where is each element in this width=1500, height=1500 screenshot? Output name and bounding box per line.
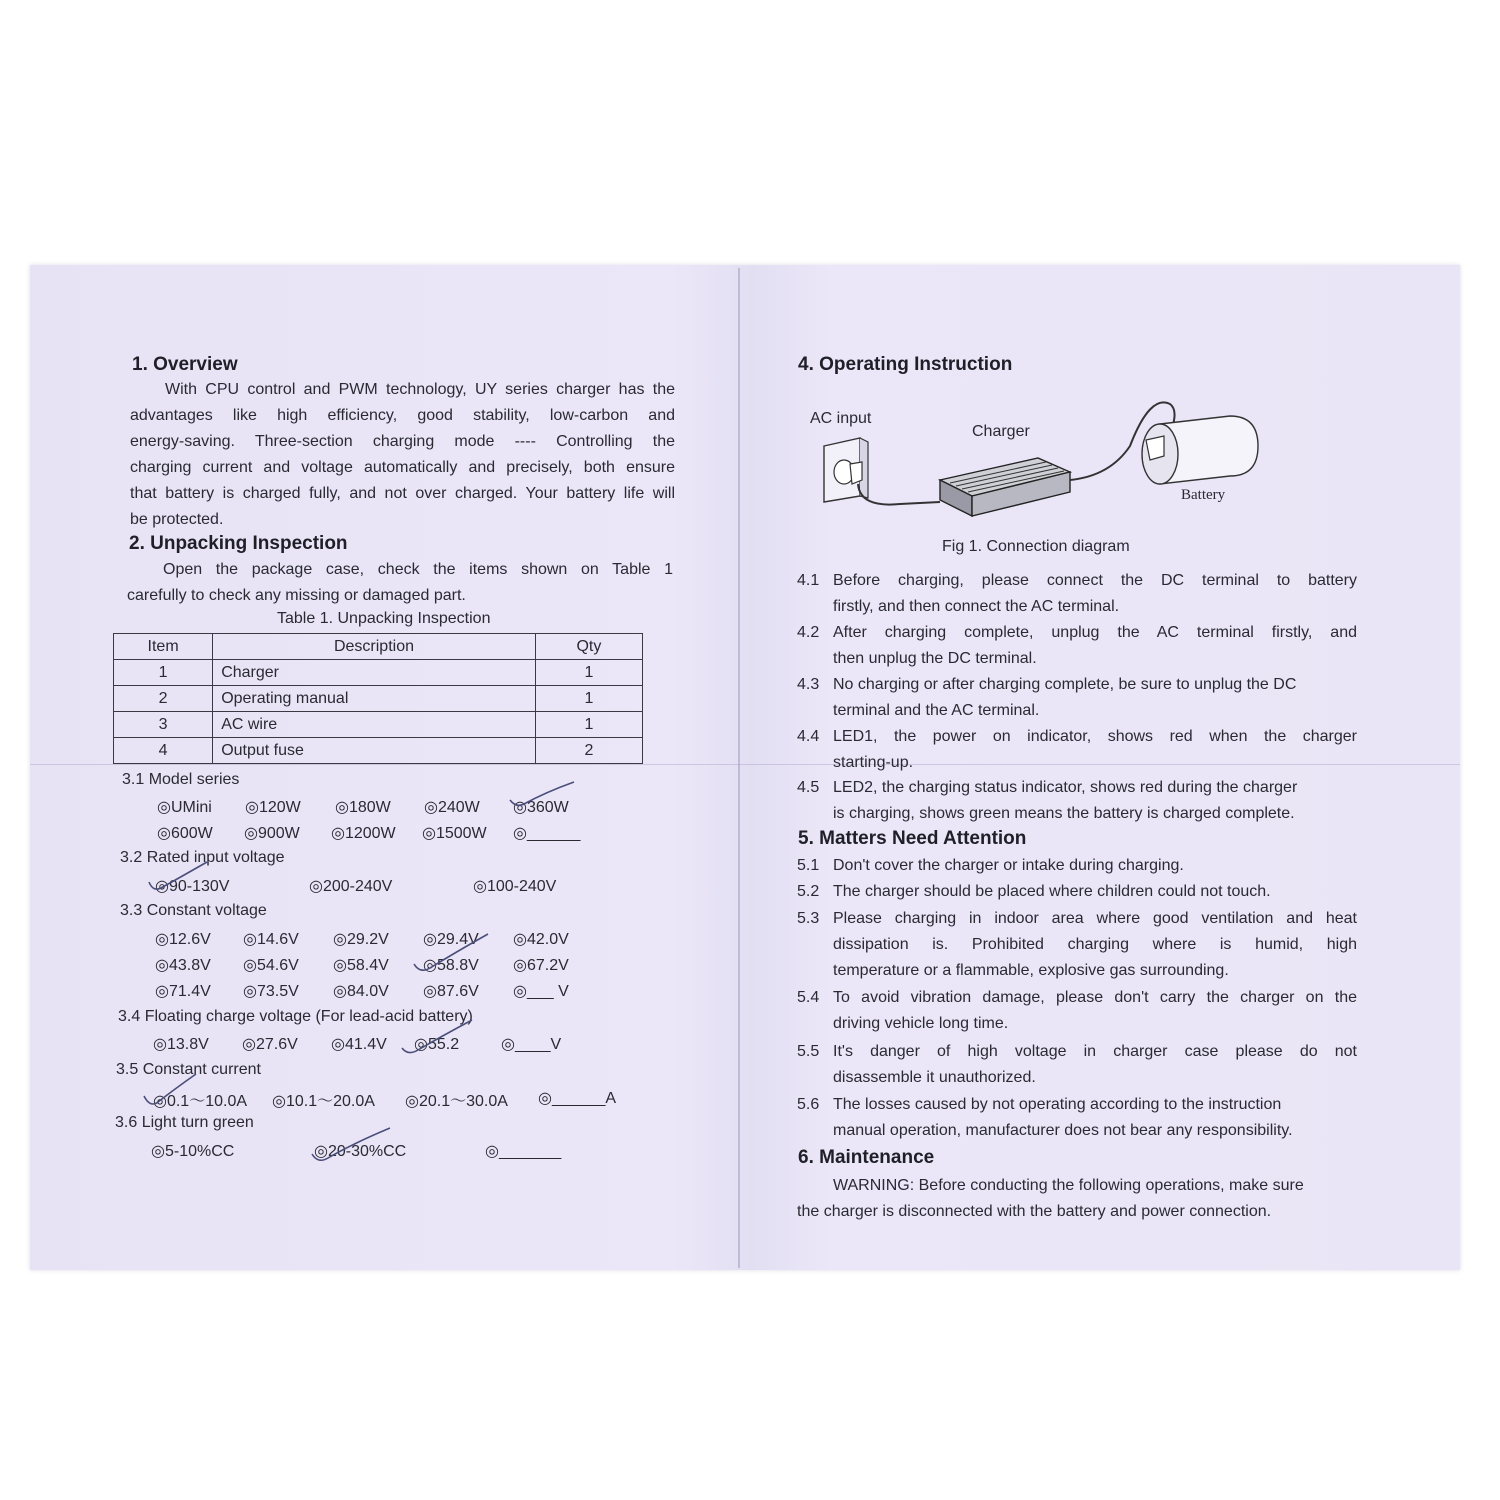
unpacking-heading: 2. Unpacking Inspection <box>129 533 348 554</box>
option-checkbox[interactable]: ◎90-130V <box>155 878 230 895</box>
connection-diagram <box>800 380 1280 530</box>
option-checkbox[interactable]: ◎UMini <box>157 799 212 816</box>
unpacking-line: Open the package case, check the items shown on Table 1 <box>163 561 673 578</box>
table-cell: 2 <box>535 738 642 764</box>
option-checkbox[interactable]: ◎12.6V <box>155 931 211 948</box>
item-line: driving vehicle long time. <box>833 1015 1009 1032</box>
operating-heading: 4. Operating Instruction <box>798 354 1013 375</box>
option-checkbox[interactable]: ◎41.4V <box>331 1036 387 1053</box>
battery-label: Battery <box>1181 487 1226 503</box>
table-cell: AC wire <box>213 712 536 738</box>
table-header: Description <box>213 634 536 660</box>
instruction-item <box>797 568 1357 620</box>
option-checkbox[interactable]: ◎29.2V <box>333 931 389 948</box>
option-checkbox[interactable]: ◎71.4V <box>155 983 211 1000</box>
overview-line: With CPU control and PWM technology, UY series charger has the <box>165 381 675 398</box>
option-checkbox[interactable]: ◎29.4V <box>423 931 479 948</box>
check-mark-icon <box>308 1124 398 1168</box>
item-number: 4.4 <box>797 728 820 745</box>
item-line: Don't cover the charger or intake during charging. <box>833 857 1184 874</box>
attention-item <box>797 1039 1357 1091</box>
table-cell: 1 <box>114 660 213 686</box>
check-mark-icon <box>145 860 225 896</box>
option-checkbox[interactable]: ◎0.1～10.0A <box>153 1093 248 1110</box>
item-number: 5.4 <box>797 989 820 1006</box>
option-checkbox[interactable]: ◎180W <box>335 799 391 816</box>
attention-item <box>797 1092 1367 1144</box>
option-checkbox[interactable]: ◎900W <box>244 825 300 842</box>
floating-voltage-label: 3.4 Floating charge voltage (For lead-acid battery) <box>118 1008 473 1025</box>
option-checkbox[interactable]: ◎54.6V <box>243 957 299 974</box>
battery-icon <box>1142 416 1258 484</box>
item-line: dissipation is. Prohibited charging where is humid, high <box>833 936 1357 953</box>
option-checkbox[interactable]: ◎20.1～30.0A <box>405 1093 508 1110</box>
option-checkbox[interactable]: ◎58.8V <box>423 957 479 974</box>
table-header: Item <box>114 634 213 660</box>
option-blank[interactable]: ◎______A <box>538 1090 617 1107</box>
unpacking-line: carefully to check any missing or damaged part. <box>127 587 466 604</box>
item-line: temperature or a flammable, explosive gas surrounding. <box>833 962 1229 979</box>
option-checkbox[interactable]: ◎200-240V <box>309 878 393 895</box>
table-cell: 2 <box>114 686 213 712</box>
attention-item <box>797 985 1357 1037</box>
table-cell: 4 <box>114 738 213 764</box>
overview-heading: 1. Overview <box>132 354 238 375</box>
maintenance-line: WARNING: Before conducting the following operations, make sure <box>833 1177 1304 1194</box>
unpacking-paragraph <box>127 557 673 609</box>
model-series-label: 3.1 Model series <box>122 771 240 788</box>
overview-paragraph <box>130 377 675 533</box>
item-number: 5.1 <box>797 857 820 874</box>
option-checkbox[interactable]: ◎42.0V <box>513 931 569 948</box>
item-line: then unplug the DC terminal. <box>833 650 1037 667</box>
option-blank[interactable]: ◎_______ <box>485 1143 562 1160</box>
item-line: LED2, the charging status indicator, shows red during the charger <box>833 779 1298 796</box>
check-mark-icon <box>410 930 500 976</box>
option-checkbox[interactable]: ◎10.1～20.0A <box>272 1093 375 1110</box>
option-checkbox[interactable]: ◎1200W <box>331 825 396 842</box>
table-cell: 1 <box>535 660 642 686</box>
option-checkbox[interactable]: ◎73.5V <box>243 983 299 1000</box>
overview-line: energy-saving. Three-section charging mode ---- Controlling the <box>130 433 675 450</box>
option-blank[interactable]: ◎______ <box>513 825 581 842</box>
option-checkbox[interactable]: ◎600W <box>157 825 213 842</box>
table-cell: 1 <box>535 686 642 712</box>
option-checkbox[interactable]: ◎67.2V <box>513 957 569 974</box>
item-number: 5.3 <box>797 910 820 927</box>
attention-item <box>797 879 1357 905</box>
item-line: To avoid vibration damage, please don't carry the charger on the <box>833 989 1357 1006</box>
charger-icon <box>940 458 1070 516</box>
check-mark-icon <box>398 1018 488 1058</box>
item-line: is charging, shows green means the battery is charged complete. <box>833 805 1295 822</box>
item-line: After charging complete, unplug the AC terminal firstly, and <box>833 624 1357 641</box>
check-mark-icon <box>506 778 586 814</box>
item-line: Please charging in indoor area where good ventilation and heat <box>833 910 1357 927</box>
attention-item <box>797 906 1357 984</box>
overview-line: that battery is charged fully, and not over charged. Your battery life will <box>130 485 675 502</box>
vertical-fold <box>738 268 740 1268</box>
figure-caption: Fig 1. Connection diagram <box>942 538 1130 555</box>
option-checkbox[interactable]: ◎58.4V <box>333 957 389 974</box>
option-checkbox[interactable]: ◎27.6V <box>242 1036 298 1053</box>
table-row <box>114 712 643 738</box>
overview-line: be protected. <box>130 511 224 528</box>
item-line: terminal and the AC terminal. <box>833 702 1040 719</box>
unpacking-table <box>113 633 643 764</box>
option-checkbox[interactable]: ◎84.0V <box>333 983 389 1000</box>
charger-label: Charger <box>972 423 1030 440</box>
constant-current-label: 3.5 Constant current <box>116 1061 261 1078</box>
overview-line: charging current and voltage automatically and precisely, both ensure <box>130 459 675 476</box>
instruction-item <box>797 775 1357 827</box>
maintenance-heading: 6. Maintenance <box>798 1147 935 1168</box>
option-checkbox[interactable]: ◎360W <box>513 799 569 816</box>
option-checkbox[interactable]: ◎14.6V <box>243 931 299 948</box>
item-line: manual operation, manufacturer does not bear any responsibility. <box>833 1122 1293 1139</box>
item-line: starting-up. <box>833 754 914 771</box>
attention-item <box>797 853 1357 879</box>
option-checkbox[interactable]: ◎20-30%CC <box>314 1143 407 1160</box>
item-line: firstly, and then connect the AC terminal. <box>833 598 1120 615</box>
option-checkbox[interactable]: ◎240W <box>424 799 480 816</box>
ac-cable <box>858 484 940 505</box>
check-mark-icon <box>140 1070 220 1110</box>
item-line: It's danger of high voltage in charger case please do not <box>833 1043 1357 1060</box>
table-row <box>114 660 643 686</box>
table-caption: Table 1. Unpacking Inspection <box>277 610 491 627</box>
input-voltage-label: 3.2 Rated input voltage <box>120 849 285 866</box>
item-line: Before charging, please connect the DC terminal to battery <box>833 572 1357 589</box>
item-line: The charger should be placed where children could not touch. <box>833 883 1271 900</box>
maintenance-paragraph <box>797 1173 1367 1225</box>
item-line: disassemble it unauthorized. <box>833 1069 1036 1086</box>
item-number: 5.2 <box>797 883 820 900</box>
option-blank[interactable]: ◎___ V <box>513 983 569 1000</box>
table-row <box>114 686 643 712</box>
item-line: The losses caused by not operating according to the instruction <box>833 1096 1282 1113</box>
instruction-item <box>797 672 1357 724</box>
option-checkbox[interactable]: ◎55.2 <box>414 1036 460 1053</box>
constant-voltage-label: 3.3 Constant voltage <box>120 902 267 919</box>
table-cell: Output fuse <box>213 738 536 764</box>
item-number: 4.5 <box>797 779 820 796</box>
attention-heading: 5. Matters Need Attention <box>798 828 1027 849</box>
item-number: 4.3 <box>797 676 820 693</box>
option-checkbox[interactable]: ◎100-240V <box>473 878 557 895</box>
item-number: 4.1 <box>797 572 820 589</box>
option-checkbox[interactable]: ◎13.8V <box>153 1036 209 1053</box>
ac-input-label: AC input <box>810 410 872 427</box>
option-blank[interactable]: ◎____V <box>501 1036 562 1053</box>
table-row <box>114 738 643 764</box>
instruction-item <box>797 724 1357 776</box>
table-header-row <box>114 634 643 660</box>
light-green-label: 3.6 Light turn green <box>115 1114 254 1131</box>
table-cell: Charger <box>213 660 536 686</box>
option-checkbox[interactable]: ◎120W <box>245 799 301 816</box>
maintenance-line: the charger is disconnected with the battery and power connection. <box>797 1203 1272 1220</box>
item-number: 5.5 <box>797 1043 820 1060</box>
option-checkbox[interactable]: ◎1500W <box>422 825 487 842</box>
instruction-item <box>797 620 1357 672</box>
item-line: LED1, the power on indicator, shows red when the charger <box>833 728 1357 745</box>
table-cell: 1 <box>535 712 642 738</box>
table-cell: 3 <box>114 712 213 738</box>
option-checkbox[interactable]: ◎43.8V <box>155 957 211 974</box>
overview-line: advantages like high efficiency, good stability, low-carbon and <box>130 407 675 424</box>
table-cell: Operating manual <box>213 686 536 712</box>
item-line: No charging or after charging complete, be sure to unplug the DC <box>833 676 1297 693</box>
item-number: 5.6 <box>797 1096 820 1113</box>
option-checkbox[interactable]: ◎5-10%CC <box>151 1143 235 1160</box>
item-number: 4.2 <box>797 624 820 641</box>
option-checkbox[interactable]: ◎87.6V <box>423 983 479 1000</box>
table-header: Qty <box>535 634 642 660</box>
